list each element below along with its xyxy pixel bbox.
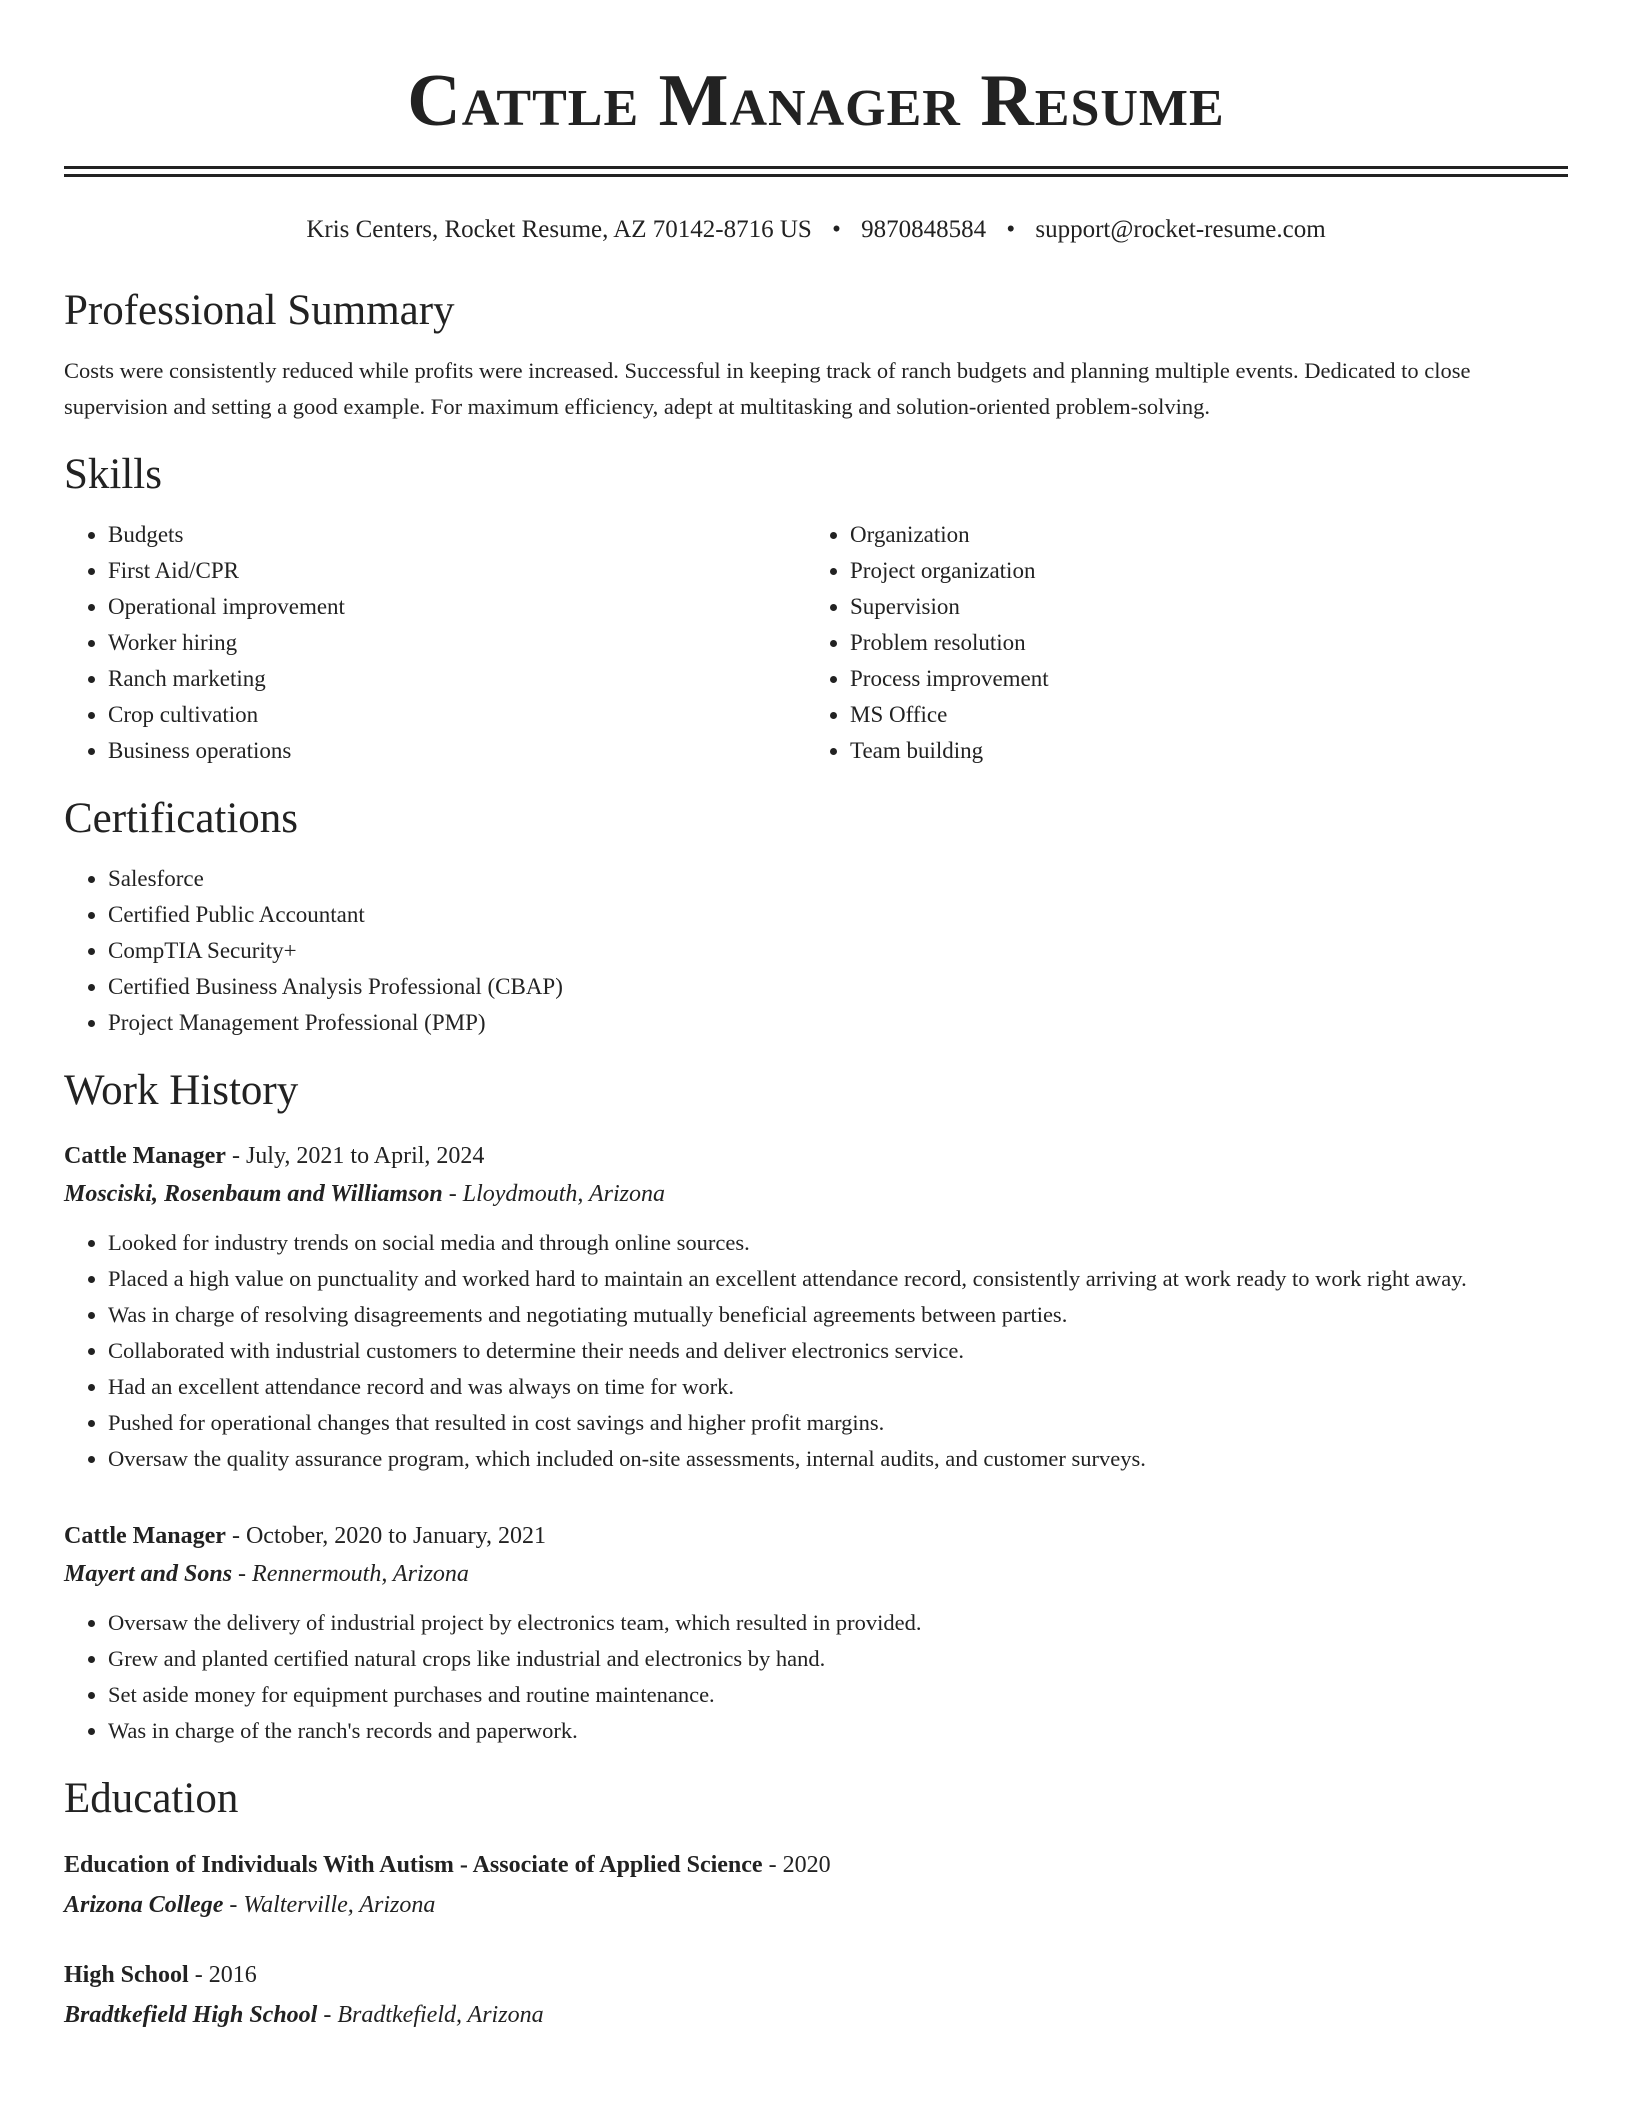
education-location: Bradtkefield, Arizona bbox=[337, 2002, 544, 2028]
job-bullet: • Had an excellent attendance record and was always on time for work. bbox=[108, 1369, 1568, 1405]
skills-list-left bbox=[64, 517, 806, 769]
skill-item: • Budgets bbox=[108, 517, 806, 553]
job-bullet: • Pushed for operational changes that resulted in cost savings and higher profit margins. bbox=[108, 1405, 1568, 1441]
skills-grid bbox=[64, 517, 1568, 769]
job-bullet: • Placed a high value on punctuality and worked hard to maintain an excellent attendance record, consistently arriving at work ready to work right away. bbox=[108, 1261, 1568, 1297]
education-degree: High School bbox=[64, 1962, 189, 1988]
contact-line bbox=[64, 213, 1568, 247]
job-entry bbox=[64, 1517, 1568, 1749]
skill-item: • First Aid/CPR bbox=[108, 553, 806, 589]
job-dates: October, 2020 to January, 2021 bbox=[245, 1523, 547, 1549]
education-entry bbox=[64, 1845, 1568, 1925]
job-bullets bbox=[64, 1225, 1568, 1477]
skills-column-right bbox=[806, 517, 1548, 769]
skills-section bbox=[64, 449, 1568, 769]
skill-item: • MS Office bbox=[850, 697, 1548, 733]
job-title-line: Cattle Manager - October, 2020 to January, 2021 bbox=[64, 1523, 547, 1549]
resume-title: Cattle Manager Resume bbox=[407, 60, 1225, 142]
education-entry bbox=[64, 1955, 1568, 2035]
summary-section bbox=[64, 285, 1568, 425]
job-bullet: • Was in charge of resolving disagreements and negotiating mutually beneficial agreements between parties. bbox=[108, 1297, 1568, 1333]
certifications-heading: Certifications bbox=[64, 795, 299, 842]
skill-item: • Business operations bbox=[108, 733, 806, 769]
skills-column-left bbox=[64, 517, 806, 769]
contact-separator: • bbox=[1006, 216, 1016, 243]
skill-item: • Team building bbox=[850, 733, 1548, 769]
contact-phone: 9870848584 bbox=[861, 216, 987, 243]
education-year: 2016 bbox=[208, 1962, 257, 1988]
certifications-section bbox=[64, 793, 1568, 1041]
job-bullet: • Oversaw the delivery of industrial project by electronics team, which resulted in provided. bbox=[108, 1605, 1568, 1641]
work-history-heading: Work History bbox=[64, 1067, 299, 1114]
education-degree-line: Education of Individuals With Autism - Associate of Applied Science - 2020 bbox=[64, 1852, 831, 1878]
education-school-line: Arizona College - Walterville, Arizona bbox=[64, 1892, 436, 1918]
job-bullets bbox=[64, 1605, 1568, 1749]
education-year: 2020 bbox=[782, 1852, 831, 1878]
certification-item: • CompTIA Security+ bbox=[108, 933, 1568, 969]
title-divider bbox=[64, 166, 1568, 177]
skill-item: • Operational improvement bbox=[108, 589, 806, 625]
skill-item: • Problem resolution bbox=[850, 625, 1548, 661]
certification-item: • Salesforce bbox=[108, 861, 1568, 897]
education-school: Bradtkefield High School bbox=[64, 2002, 318, 2028]
education-section bbox=[64, 1773, 1568, 2035]
education-school-line: Bradtkefield High School - Bradtkefield, Arizona bbox=[64, 2002, 544, 2028]
skill-item: • Organization bbox=[850, 517, 1548, 553]
skills-list-right bbox=[806, 517, 1548, 769]
job-company-line: Mayert and Sons - Rennermouth, Arizona bbox=[64, 1561, 469, 1587]
job-company: Mosciski, Rosenbaum and Williamson bbox=[64, 1181, 443, 1207]
education-degree: Education of Individuals With Autism - Associate of Applied Science bbox=[64, 1852, 763, 1878]
job-bullet: • Collaborated with industrial customers to determine their needs and deliver electronics service. bbox=[108, 1333, 1568, 1369]
education-location: Walterville, Arizona bbox=[243, 1892, 436, 1918]
contact-address: Kris Centers, Rocket Resume, AZ 70142-8716 US bbox=[306, 216, 812, 243]
job-bullet: • Looked for industry trends on social media and through online sources. bbox=[108, 1225, 1568, 1261]
certification-item: • Certified Business Analysis Professional (CBAP) bbox=[108, 969, 1568, 1005]
job-bullet: • Oversaw the quality assurance program, which included on-site assessments, internal audits, and customer surveys. bbox=[108, 1441, 1568, 1477]
work-history-section bbox=[64, 1065, 1568, 1749]
job-bullet: • Set aside money for equipment purchases and routine maintenance. bbox=[108, 1677, 1568, 1713]
skill-item: • Ranch marketing bbox=[108, 661, 806, 697]
job-dates: July, 2021 to April, 2024 bbox=[245, 1143, 485, 1169]
skill-item: • Process improvement bbox=[850, 661, 1548, 697]
job-bullet: • Was in charge of the ranch's records and paperwork. bbox=[108, 1713, 1568, 1749]
summary-heading: Professional Summary bbox=[64, 287, 455, 334]
education-school: Arizona College bbox=[64, 1892, 224, 1918]
education-degree-line: High School - 2016 bbox=[64, 1962, 257, 1988]
job-location: Lloydmouth, Arizona bbox=[462, 1181, 666, 1207]
job-title-line: Cattle Manager - July, 2021 to April, 2024 bbox=[64, 1143, 485, 1169]
skill-item: • Project organization bbox=[850, 553, 1548, 589]
skill-item: • Worker hiring bbox=[108, 625, 806, 661]
skill-item: • Crop cultivation bbox=[108, 697, 806, 733]
job-entry bbox=[64, 1137, 1568, 1477]
job-company: Mayert and Sons bbox=[64, 1561, 233, 1587]
certifications-list bbox=[64, 861, 1568, 1041]
certification-item: • Certified Public Accountant bbox=[108, 897, 1568, 933]
education-heading: Education bbox=[64, 1775, 239, 1822]
summary-text: Costs were consistently reduced while profits were increased. Successful in keeping track of ranch budgets and planning multiple events. Dedicated to close supervision and setting a good example. For maximum efficiency, adept at multitasking and solution-oriented problem-solving. bbox=[64, 358, 1471, 419]
job-location: Rennermouth, Arizona bbox=[252, 1561, 469, 1587]
job-bullet: • Grew and planted certified natural crops like industrial and electronics by hand. bbox=[108, 1641, 1568, 1677]
job-role: Cattle Manager bbox=[64, 1143, 226, 1169]
skill-item: • Supervision bbox=[850, 589, 1548, 625]
skills-heading: Skills bbox=[64, 451, 162, 498]
certification-item: • Project Management Professional (PMP) bbox=[108, 1005, 1568, 1041]
job-company-line: Mosciski, Rosenbaum and Williamson - Lloydmouth, Arizona bbox=[64, 1181, 666, 1207]
contact-separator: • bbox=[832, 216, 841, 243]
job-role: Cattle Manager bbox=[64, 1523, 226, 1549]
contact-email: support@rocket-resume.com bbox=[1035, 216, 1326, 243]
